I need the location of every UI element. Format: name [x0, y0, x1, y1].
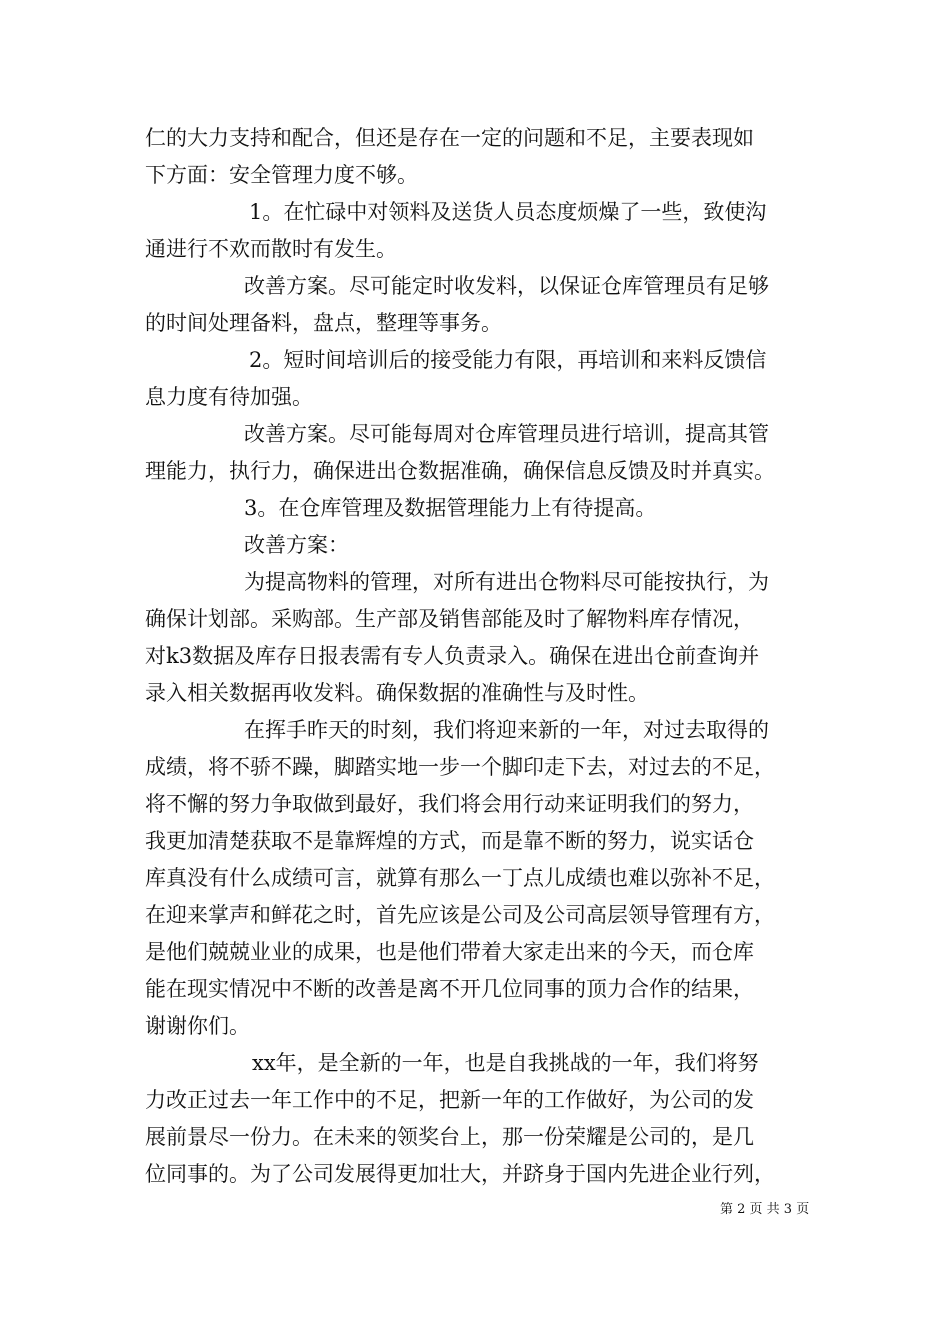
paragraph-line: 仁的大力支持和配合，但还是存在一定的问题和不足，主要表现如: [145, 126, 754, 150]
paragraph-line: 展前景尽一份力。在未来的领奖台上，那一份荣耀是公司的，是几: [145, 1125, 754, 1149]
paragraph-line: 为提高物料的管理，对所有进出仓物料尽可能按执行，为: [244, 570, 769, 594]
list-item-line: 2。短时间培训后的接受能力有限，再培训和来料反馈信: [249, 348, 767, 372]
paragraph-line: 改善方案：: [244, 533, 349, 557]
paragraph-line: 我更加清楚获取不是靠辉煌的方式，而是靠不断的努力，说实话仓: [145, 829, 754, 853]
paragraph-line: 位同事的。为了公司发展得更加壮大，并跻身于国内先进企业行列，: [145, 1162, 775, 1186]
paragraph-line: 将不懈的努力争取做到最好，我们将会用行动来证明我们的努力，: [145, 792, 754, 816]
paragraph-line: 谢谢你们。: [145, 1014, 250, 1038]
paragraph-line: 对k3数据及库存日报表需有专人负责录入。确保在进出仓前查询并: [145, 644, 760, 668]
paragraph-line: 成绩，将不骄不躁，脚踏实地一步一个脚印走下去，对过去的不足，: [145, 755, 775, 779]
page-number: 第 2 页 共 3 页: [720, 1202, 810, 1217]
paragraph-line: 下方面：安全管理力度不够。: [145, 163, 418, 187]
paragraph-line: 库真没有什么成绩可言，就算有那么一丁点儿成绩也难以弥补不足，: [145, 866, 775, 890]
paragraph-line: 理能力，执行力，确保进出仓数据准确，确保信息反馈及时并真实。: [145, 459, 775, 483]
paragraph-line: 息力度有待加强。: [145, 385, 313, 409]
paragraph-line: 改善方案。尽可能定时收发料，以保证仓库管理员有足够: [244, 274, 769, 298]
paragraph-line: 改善方案。尽可能每周对仓库管理员进行培训，提高其管: [244, 422, 769, 446]
paragraph-line: 确保计划部。采购部。生产部及销售部能及时了解物料库存情况，: [145, 607, 754, 631]
list-item-line: 1。在忙碌中对领料及送货人员态度烦燥了一些，致使沟: [249, 200, 767, 224]
paragraph-line: 录入相关数据再收发料。确保数据的准确性与及时性。: [145, 681, 649, 705]
paragraph-line: 通进行不欢而散时有发生。: [145, 237, 397, 261]
paragraph-line: 在挥手昨天的时刻，我们将迎来新的一年，对过去取得的: [244, 718, 769, 742]
paragraph-line: 是他们兢兢业业的成果，也是他们带着大家走出来的今天，而仓库: [145, 940, 754, 964]
paragraph-line: 力改正过去一年工作中的不足，把新一年的工作做好，为公司的发: [145, 1088, 754, 1112]
paragraph-line: 能在现实情况中不断的改善是离不开几位同事的顶力合作的结果，: [145, 977, 754, 1001]
paragraph-line: 在迎来掌声和鲜花之时，首先应该是公司及公司高层领导管理有方，: [145, 903, 775, 927]
paragraph-line: xx年，是全新的一年，也是自我挑战的一年，我们将努: [252, 1051, 759, 1075]
list-item-line: 3。在仓库管理及数据管理能力上有待提高。: [244, 496, 657, 520]
paragraph-line: 的时间处理备料，盘点，整理等事务。: [145, 311, 502, 335]
